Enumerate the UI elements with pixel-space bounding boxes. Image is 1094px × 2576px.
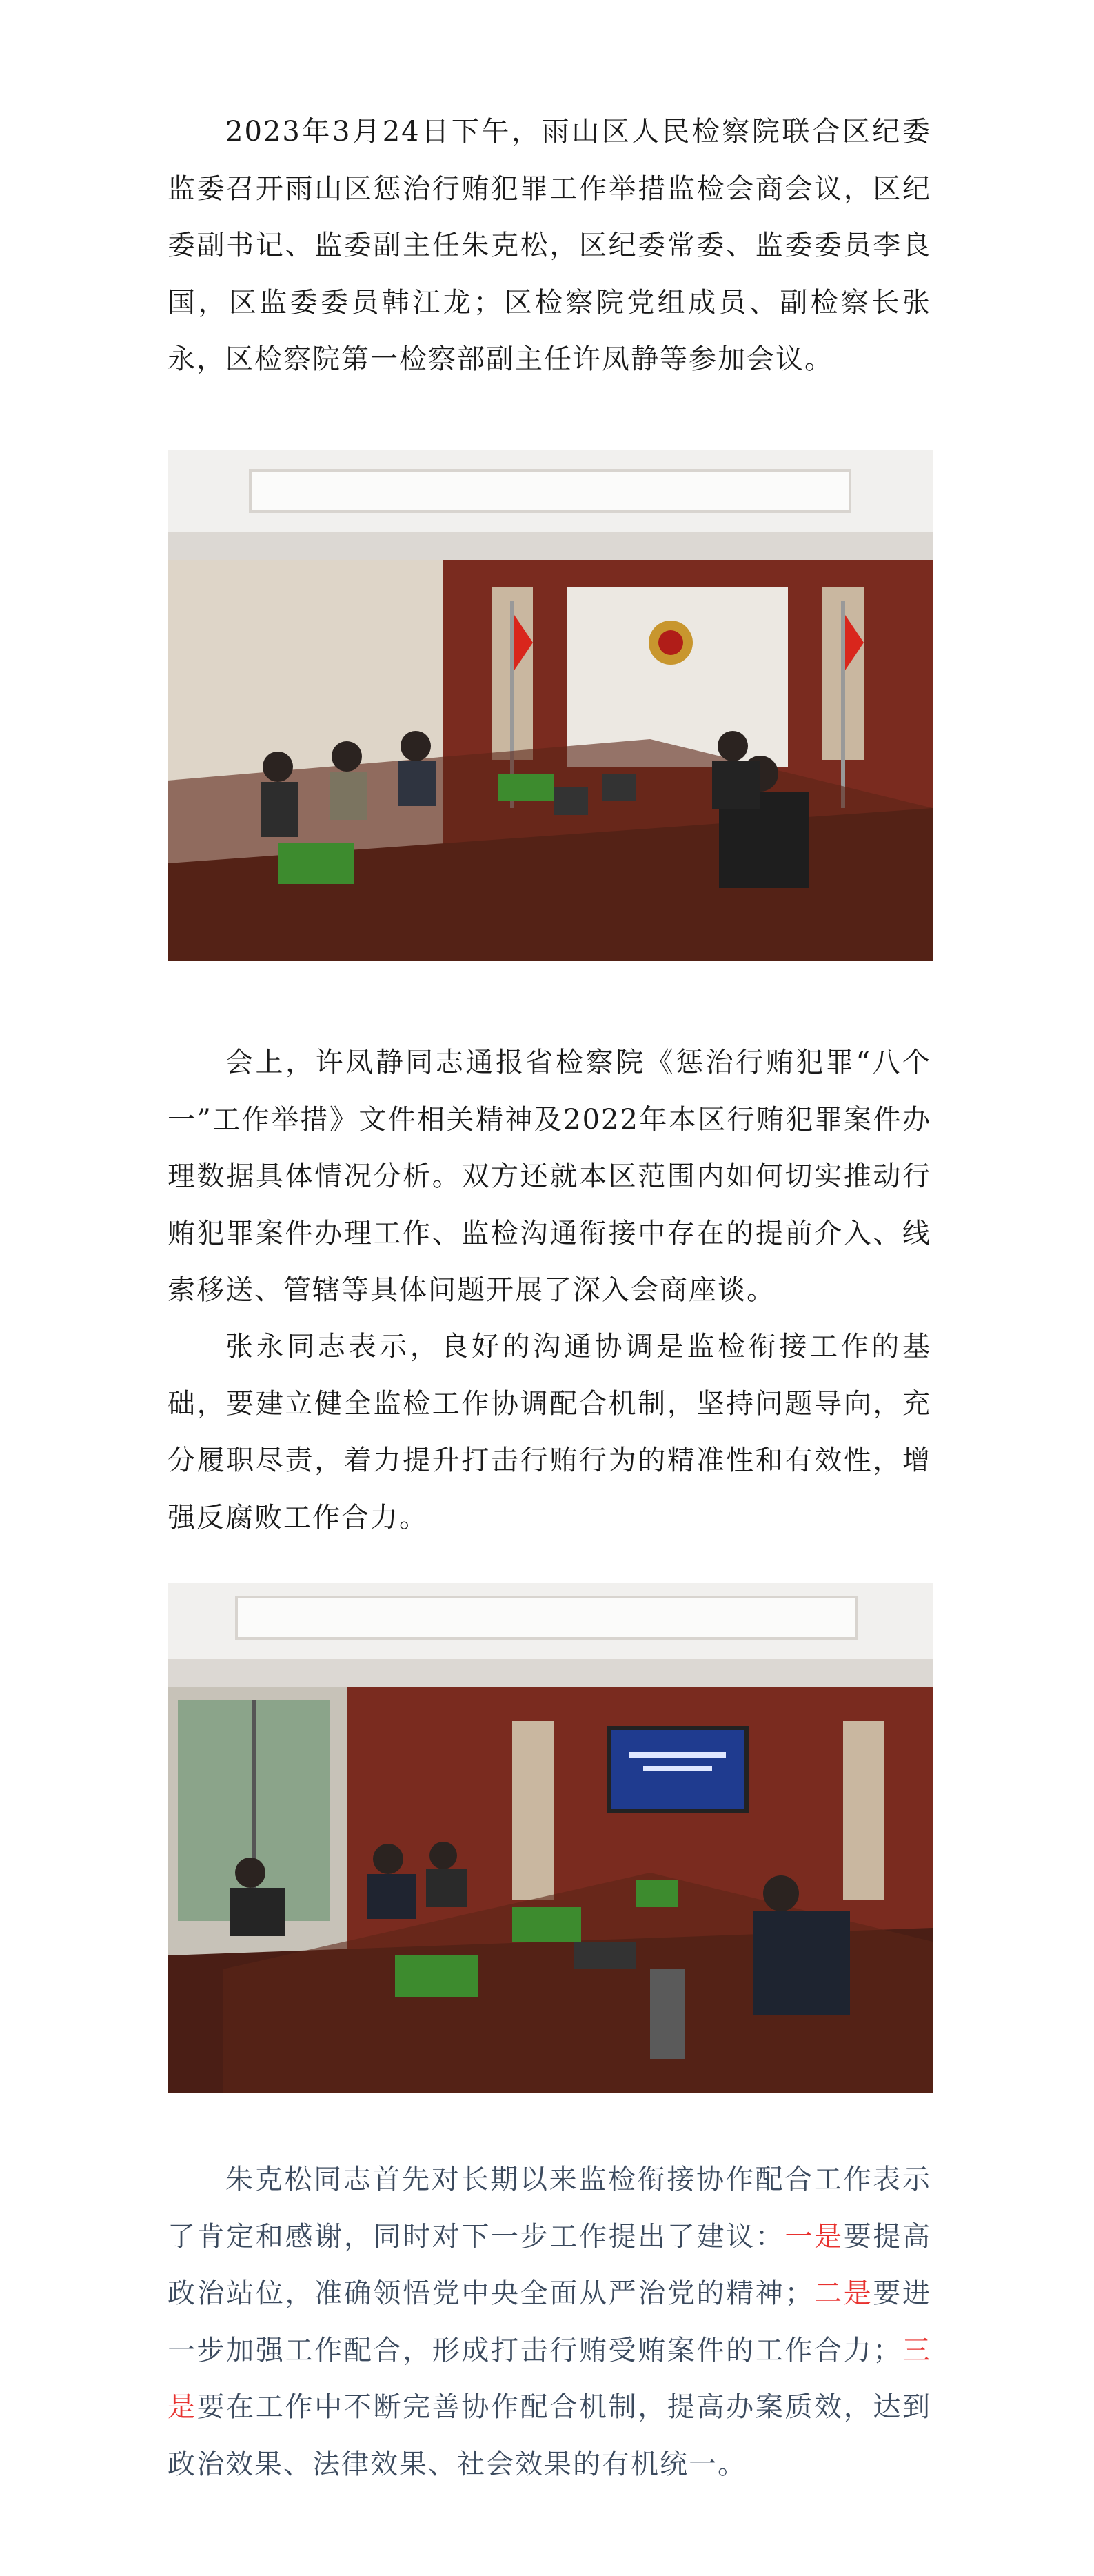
point-one-text: 要提高政治站位，准确领悟党中央全面从严治党的精神； [168,2220,932,2309]
zhu-kesong-intro: 朱克松同志首先对长期以来监检衔接协作配合工作表示了肯定和感谢，同时对下一步工作提出了建议： [168,2164,931,2253]
point-two-label: 二是 [813,2277,873,2309]
paragraph-zhang-yong: 张永同志表示，良好的沟通协调是监检衔接工作的基础，要建立健全监检工作协调配合机制，坚持问题导向，充分履职尽责，着力提升打击行贿行为的精准性和有效性，增强反腐败工作合力。 [168,1331,931,1533]
point-three-label: 三是 [168,2334,931,2423]
paragraph-intro: 2023年3月24日下午，雨山区人民检察院联合区纪委监委召开雨山区惩治行贿犯罪工作举措监检会商会议，区纪委副书记、监委副主任朱克松，区纪委常委、监委委员李良国，区监委委员韩江龙；区检察院党组成员、副检察长张永，区检察院第一检察部副主任许凤静等参加会议。 [168,116,931,375]
point-one-label: 一是 [784,2220,844,2253]
paragraph-briefing: 会上，许凤静同志通报省检察院《惩治行贿犯罪“八个一”工作举措》文件相关精神及2022年本区行贿犯罪案件办理数据具体情况分析。双方还就本区范围内如何切实推动行贿犯罪案件办理工作、监检沟通衔接中存在的提前介入、线索移送、管辖等具体问题开展了深入会商座谈。 [168,1047,931,1306]
meeting-photo-1 [168,450,933,961]
meeting-photo-2 [168,1583,933,2093]
point-two-text: 要进一步加强工作配合，形成打击行贿受贿案件的工作合力； [168,2277,932,2366]
point-three-text: 要在工作中不断完善协作配合机制，提高办案质效，达到政治效果、法律效果、社会效果的有机统一。 [168,2391,931,2480]
paragraph-zhu-kesong [168,2151,931,2493]
